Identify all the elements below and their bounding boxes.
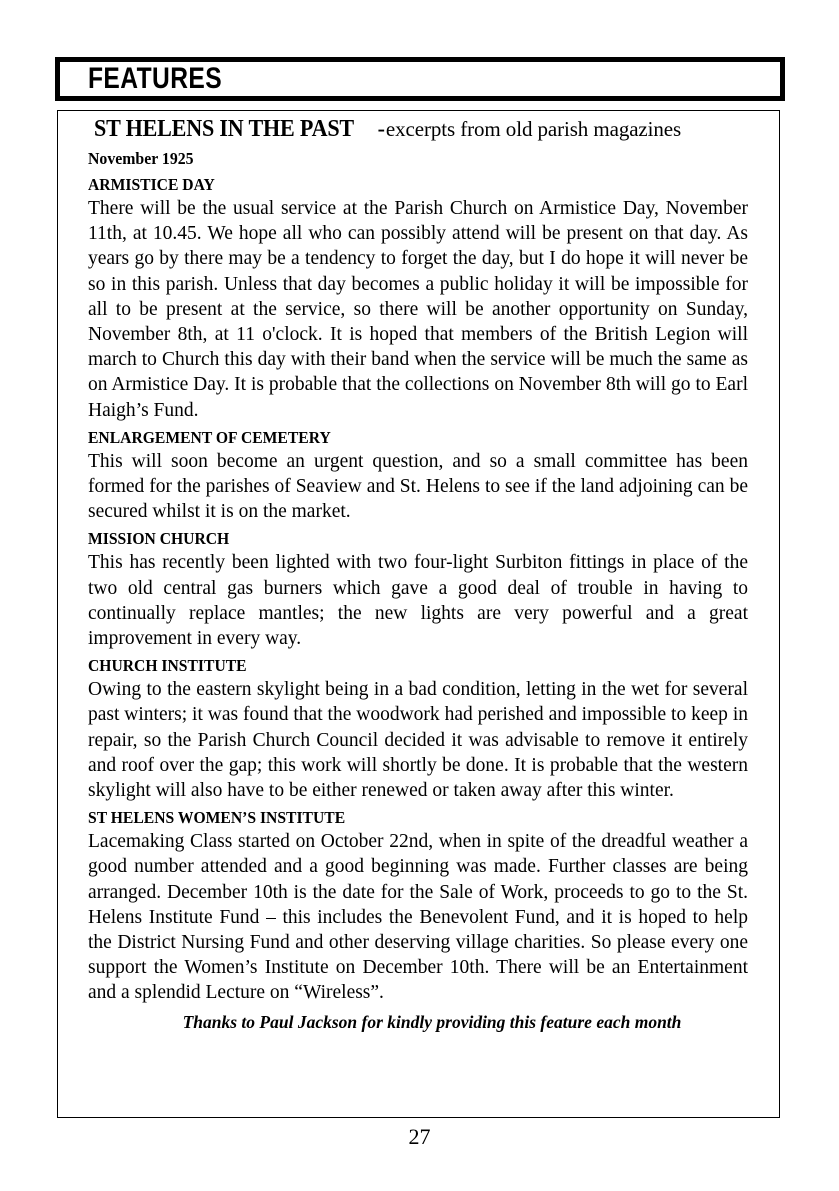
- section-heading: MISSION CHURCH: [88, 529, 230, 549]
- contributor-credit: Thanks to Paul Jackson for kindly providing this feature each month: [182, 1011, 682, 1032]
- section-enlargement-of-cemetery: [88, 426, 748, 525]
- section-body: There will be the usual service at the Parish Church on Armistice Day, November 11th, at 10.45. We hope all who can possibly attend will be present on that day. As years go by there may be a tendency to forget the day, but I do hope it will never be so in this parish. Unless that day becomes a public holiday it will be impossible for all to be present at the service, so there will be another opportunity on Sunday, November 8th, at 11 o'clock. It is hoped that members of the British Legion will march to Church this day with their band when the service will be much the same as on Armistice Day. It is probable that the collections on November 8th will go to Earl Haigh’s Fund.: [88, 198, 748, 421]
- issue-date: November 1925: [88, 149, 194, 168]
- section-body: Lacemaking Class started on October 22nd, when in spite of the dreadful weather a good number attended and a good beginning was made. Further classes are being arranged. December 10th is the date for the Sale of Work, proceeds to go to the St. Helens Institute Fund – this includes the Benevolent Fund, and it is hoped to help the District Nursing Fund and other deserving village charities. So please every one support the Women’s Institute on December 10th. There will be an Entertainment and a splendid Lecture on “Wireless”.: [88, 831, 748, 1004]
- section-mission-church: [88, 527, 748, 651]
- feature-content-inner: [88, 116, 748, 1033]
- section-st-helens-womens-institute: [88, 806, 748, 1005]
- features-banner: [55, 57, 785, 101]
- section-body: This has recently been lighted with two four-light Surbiton fittings in place of the two old central gas burners which gave a good deal of trouble in having to continually replace mantles; the new lights are very powerful and a great improvement in every way.: [88, 552, 748, 650]
- masthead-title: ST HELENS IN THE PAST: [94, 116, 354, 142]
- section-heading: ENLARGEMENT OF CEMETERY: [88, 427, 331, 447]
- feature-content-box: [57, 110, 780, 1118]
- section-body: This will soon become an urgent question, and so a small committee has been formed for the parishes of Seaview and St. Helens to see if the land adjoining can be secured whilst it is on the market.: [88, 450, 748, 523]
- page-number: 27: [408, 1124, 431, 1149]
- masthead-subtitle: excerpts from old parish magazines: [385, 117, 682, 141]
- section-heading: ARMISTICE DAY: [88, 175, 215, 194]
- section-body: Owing to the eastern skylight being in a bad condition, letting in the wet for several past winters; it was found that the woodwork had perished and impossible to keep in repair, so the Parish Church Council decided it was advisable to remove it entirely and roof over the gap; this work will shortly be done. It is probable that the western skylight will also have to be either renewed or taken away after this winter.: [88, 679, 748, 802]
- section-heading: ST HELENS WOMEN’S INSTITUTE: [88, 808, 346, 828]
- section-heading: CHURCH INSTITUTE: [88, 656, 247, 676]
- section-armistice-day: [88, 173, 748, 423]
- masthead-dash: -: [377, 116, 385, 141]
- features-banner-label: FEATURES: [88, 62, 223, 95]
- section-church-institute: [88, 654, 748, 803]
- feature-masthead: [88, 116, 748, 145]
